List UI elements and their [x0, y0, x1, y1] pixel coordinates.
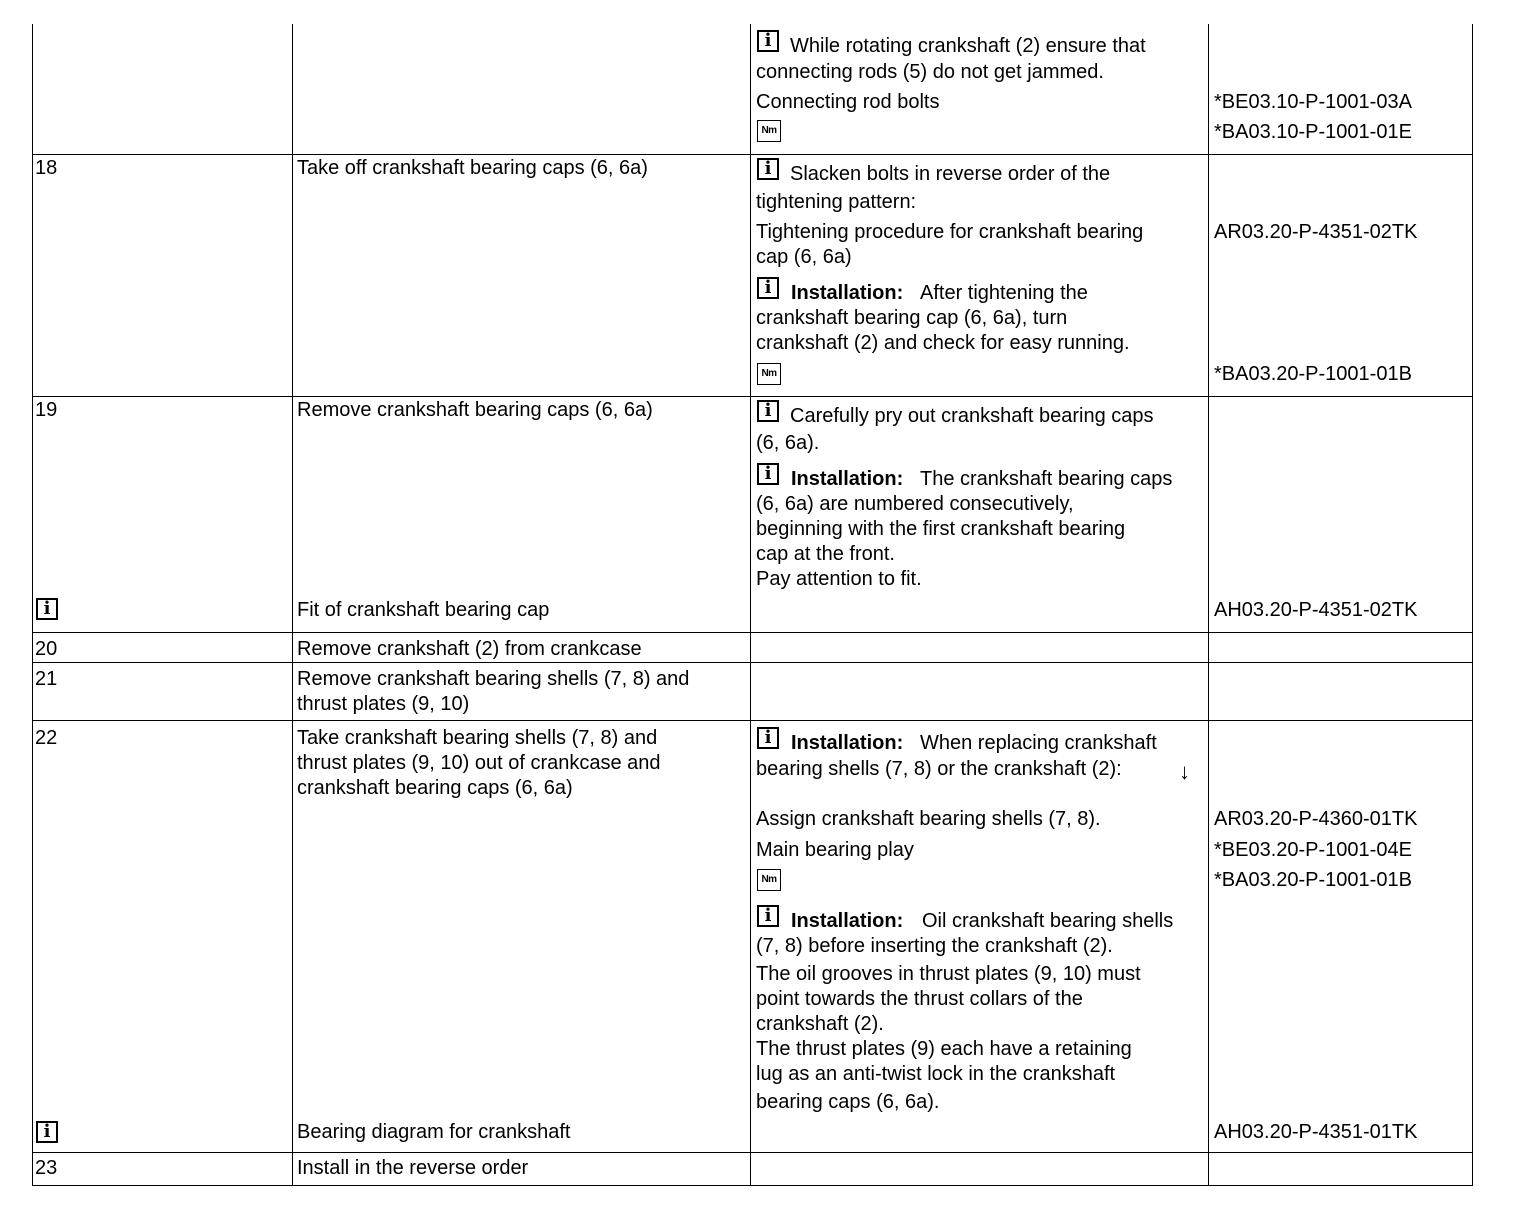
installation-label: Installation:	[791, 468, 904, 490]
col-border-3	[1208, 24, 1209, 1186]
assign-text: Assign crankshaft bearing shells (7, 8).	[756, 808, 1101, 830]
row-border	[32, 632, 1473, 633]
row-border	[32, 720, 1473, 721]
installation-label: Installation:	[791, 282, 904, 304]
installation-text: (7, 8) before inserting the crankshaft (2).	[756, 935, 1113, 957]
info-icon: i	[757, 30, 779, 52]
operation-text: thrust plates (9, 10)	[297, 693, 470, 715]
torque-icon: Nm	[757, 120, 781, 142]
procedure-text: Tightening procedure for crankshaft bearing	[756, 221, 1144, 243]
torque-icon: Nm	[757, 363, 781, 385]
torque-icon: Nm	[757, 869, 781, 891]
step-number: 23	[35, 1157, 58, 1179]
operation-text: Remove crankshaft (2) from crankcase	[297, 638, 642, 660]
row-border	[32, 154, 1473, 155]
installation-text: After tightening the	[920, 282, 1088, 304]
col-border-left	[32, 24, 33, 1186]
oil-groove-text: point towards the thrust collars of the	[756, 988, 1083, 1010]
installation-text: cap at the front.	[756, 543, 895, 565]
bolts-label: Connecting rod bolts	[756, 91, 940, 113]
info-icon: i	[757, 463, 779, 485]
operation-text: crankshaft bearing caps (6, 6a)	[297, 777, 573, 799]
operation-text: Take crankshaft bearing shells (7, 8) and	[297, 727, 658, 749]
note-text: While rotating crankshaft (2) ensure that	[790, 35, 1146, 57]
col-border-right	[1472, 24, 1473, 1186]
reference-code: *BA03.20-P-1001-01B	[1214, 363, 1412, 385]
info-icon: i	[757, 400, 779, 422]
fit-link[interactable]: Fit of crankshaft bearing cap	[297, 599, 550, 621]
reference-code[interactable]: *BA03.20-P-1001-01B	[1214, 869, 1412, 891]
oil-groove-text: crankshaft (2).	[756, 1013, 884, 1035]
reference-code[interactable]: AH03.20-P-4351-02TK	[1214, 599, 1418, 621]
reference-code: *BE03.10-P-1001-03A	[1214, 91, 1412, 113]
note-text: tightening pattern:	[756, 191, 917, 213]
info-icon: i	[36, 1121, 58, 1143]
installation-text: Oil crankshaft bearing shells	[922, 910, 1174, 932]
step-number: 19	[35, 399, 58, 421]
operation-text: Remove crankshaft bearing shells (7, 8) and	[297, 668, 690, 690]
arrow-down-icon: ↓	[1179, 759, 1190, 784]
operation-text: Remove crankshaft bearing caps (6, 6a)	[297, 399, 653, 421]
info-icon: i	[757, 158, 779, 180]
thrust-plate-text: lug as an anti-twist lock in the crankshaft	[756, 1063, 1116, 1085]
step-number: 22	[35, 727, 58, 749]
reference-code[interactable]: AR03.20-P-4360-01TK	[1214, 808, 1418, 830]
step-number: 20	[35, 638, 58, 660]
reference-code: *BA03.10-P-1001-01E	[1214, 121, 1412, 143]
reference-code: AR03.20-P-4351-02TK	[1214, 221, 1418, 243]
note-text: (6, 6a).	[756, 432, 820, 454]
bearing-diagram-link[interactable]: Bearing diagram for crankshaft	[297, 1121, 571, 1143]
installation-label: Installation:	[791, 910, 904, 932]
info-icon: i	[757, 905, 779, 927]
row-border	[32, 1152, 1473, 1153]
operation-text: thrust plates (9, 10) out of crankcase and	[297, 752, 661, 774]
installation-text: bearing shells (7, 8) or the crankshaft (2):	[756, 758, 1122, 780]
row-border-bottom	[32, 1185, 1473, 1186]
installation-text: The crankshaft bearing caps	[920, 468, 1173, 490]
info-icon: i	[36, 598, 58, 620]
installation-text: When replacing crankshaft	[920, 732, 1157, 754]
operation-text: Take off crankshaft bearing caps (6, 6a)	[297, 157, 648, 179]
col-border-1	[292, 24, 293, 1186]
step-number: 21	[35, 668, 58, 690]
row-border	[32, 662, 1473, 663]
installation-text: Pay attention to fit.	[756, 568, 922, 590]
info-icon: i	[757, 277, 779, 299]
oil-groove-text: The oil grooves in thrust plates (9, 10) must	[756, 963, 1141, 985]
procedure-text: cap (6, 6a)	[756, 246, 852, 268]
note-text: connecting rods (5) do not get jammed.	[756, 61, 1104, 83]
installation-label: Installation:	[791, 732, 904, 754]
installation-text: beginning with the first crankshaft bearing	[756, 518, 1126, 540]
row-border	[32, 396, 1473, 397]
play-text: Main bearing play	[756, 839, 914, 861]
installation-text: crankshaft bearing cap (6, 6a), turn	[756, 307, 1068, 329]
operation-text: Install in the reverse order	[297, 1157, 529, 1179]
thrust-plate-text: The thrust plates (9) each have a retaining	[756, 1038, 1132, 1060]
installation-text: (6, 6a) are numbered consecutively,	[756, 493, 1074, 515]
thrust-plate-text: bearing caps (6, 6a).	[756, 1091, 940, 1113]
reference-code[interactable]: AH03.20-P-4351-01TK	[1214, 1121, 1418, 1143]
installation-text: crankshaft (2) and check for easy running.	[756, 332, 1130, 354]
note-text: Carefully pry out crankshaft bearing caps	[790, 405, 1154, 427]
step-number: 18	[35, 157, 58, 179]
info-icon: i	[757, 727, 779, 749]
col-border-2	[750, 24, 751, 1186]
reference-code[interactable]: *BE03.20-P-1001-04E	[1214, 839, 1412, 861]
note-text: Slacken bolts in reverse order of the	[790, 163, 1111, 185]
